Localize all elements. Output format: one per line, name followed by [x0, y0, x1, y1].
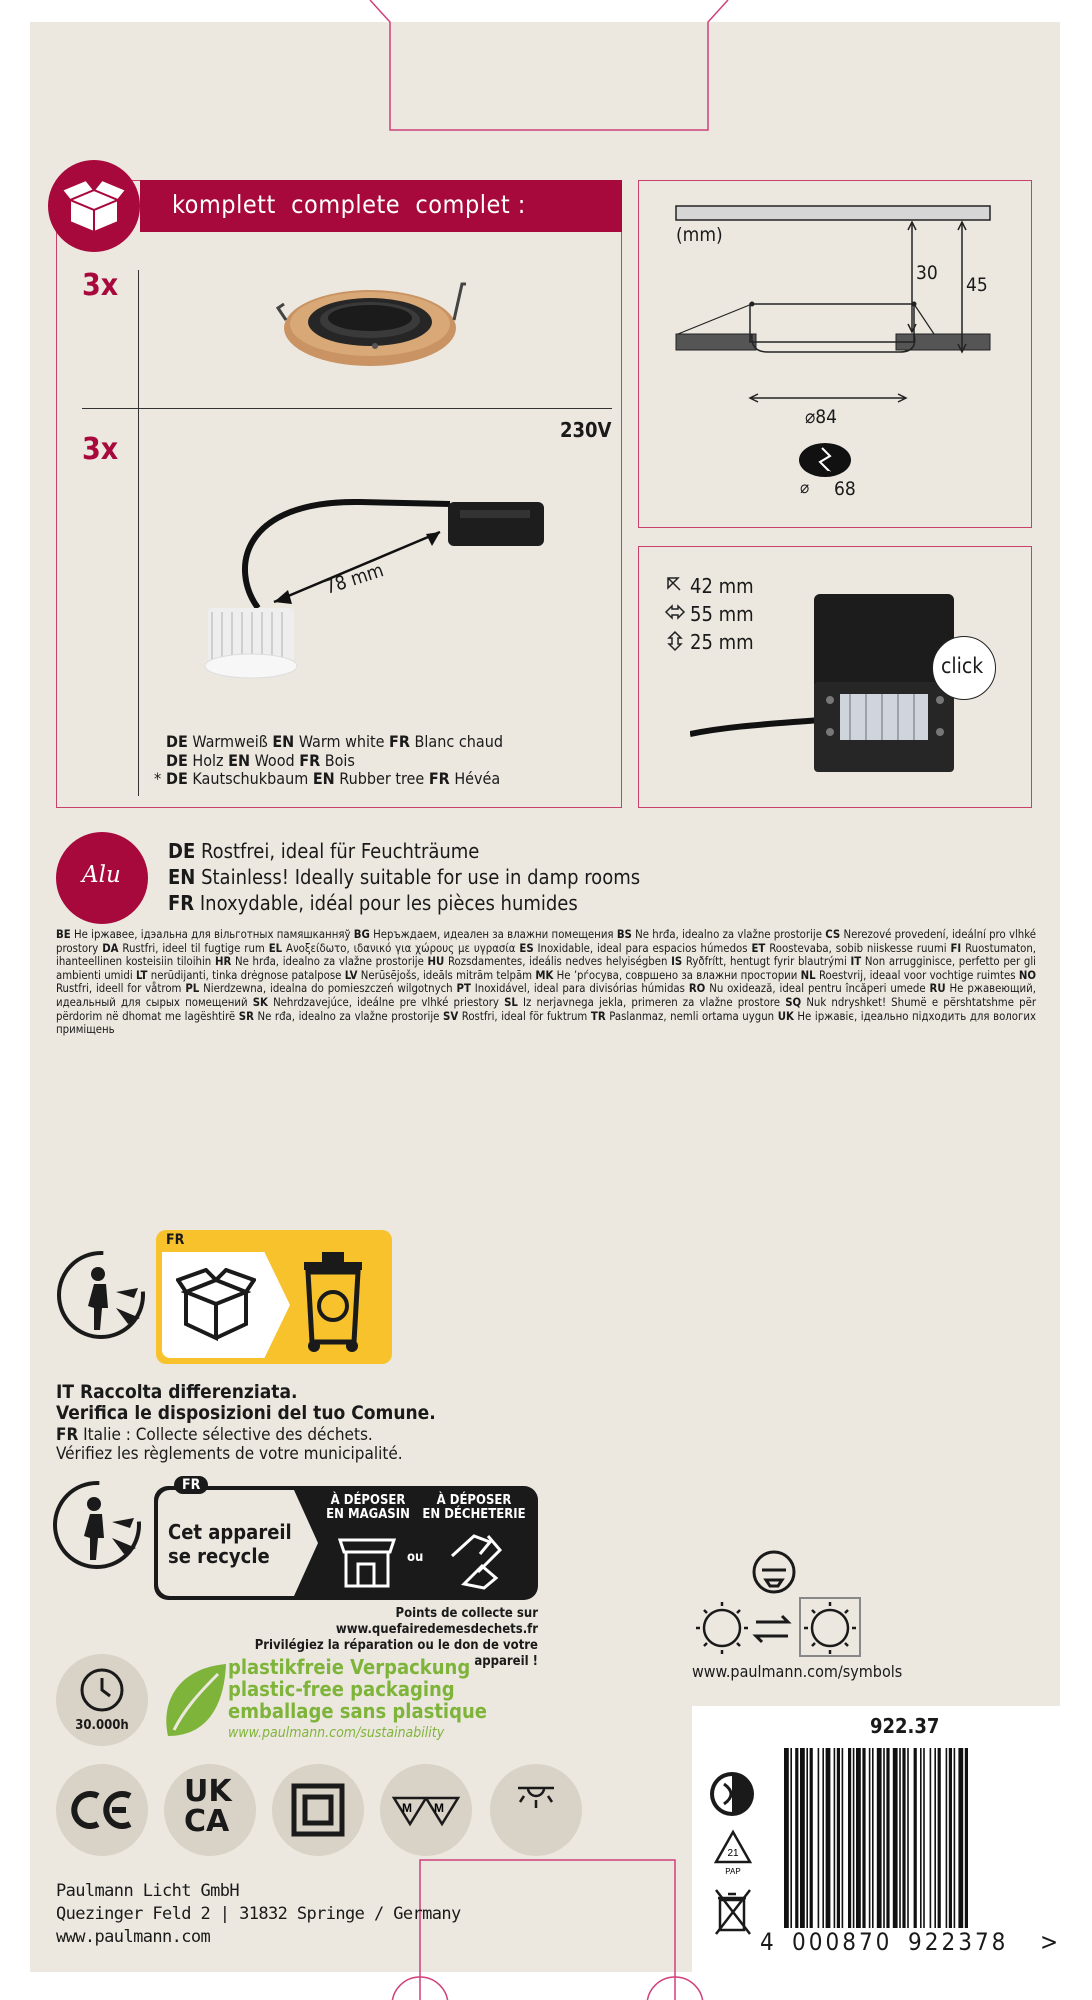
lang-code: NO — [1018, 968, 1036, 982]
alu-line-de: DE Rostfrei, ideal für Feuchträume — [168, 839, 480, 863]
barcode-bar — [949, 1748, 952, 1928]
lang-text: Ανοξείδωτο, ιδανικό για χώρους με υγρασία — [282, 941, 520, 955]
barcode-bar — [869, 1748, 871, 1928]
mm-mark — [380, 1764, 472, 1856]
lang-text: Nerezové provedení, ideální pro vlhké prostory — [56, 928, 1036, 955]
barcode-bar — [784, 1748, 789, 1928]
cutout-symbol: ⌀ — [800, 478, 810, 498]
multilang-stainless-text — [56, 928, 1036, 1037]
barcode-bar — [930, 1748, 932, 1928]
lang-text: Iz nerjavnega jekla, primeren za vlažne prostore — [517, 995, 786, 1009]
barcode-bar — [899, 1748, 901, 1928]
lang-text: Ne rđa, idealno za vlažne prostorije — [253, 1009, 443, 1023]
barcode-bar — [946, 1748, 948, 1928]
or-label: ou — [407, 1550, 424, 1565]
leaf-icon — [160, 1660, 230, 1744]
barcode-bar — [856, 1748, 861, 1928]
hand-drop-icon — [444, 1526, 510, 1590]
click-bubble — [932, 636, 996, 700]
materials-list — [154, 733, 503, 789]
store-label: À DÉPOSER EN MAGASIN — [326, 1493, 410, 1522]
svg-text:M: M — [402, 1801, 412, 1815]
barcode-arrow: > — [1040, 1928, 1059, 1956]
barcode-bar — [790, 1748, 792, 1928]
alu-label: Alu — [82, 862, 121, 888]
downlight-frame-image — [270, 268, 470, 378]
barcode-bar — [806, 1748, 808, 1928]
qty-divider-horizontal — [82, 408, 612, 409]
green-dot-icon — [708, 1770, 756, 1818]
svg-text:M: M — [434, 1801, 444, 1815]
ukca-top: UK — [184, 1774, 232, 1809]
barcode-bar — [848, 1748, 851, 1928]
ukca-bottom: CA — [184, 1804, 230, 1839]
led-module-image — [200, 490, 560, 690]
plastic-free-fr: emballage sans plastique — [228, 1699, 487, 1723]
triman-it-text — [56, 1382, 436, 1424]
barcode-bar — [920, 1748, 922, 1928]
triman-fr-line1: FR Italie : Collecte sélective des déchets. — [56, 1425, 373, 1445]
qty-divider-vertical — [138, 270, 139, 796]
lang-code: CS — [825, 928, 841, 941]
barcode-bar — [822, 1748, 824, 1928]
open-box-icon — [48, 160, 140, 252]
lang-code: HU — [427, 955, 445, 969]
ce-mark — [56, 1764, 148, 1856]
barcode-bar — [914, 1748, 917, 1928]
lang-code: TR — [590, 1009, 606, 1023]
barcode-bar — [872, 1748, 874, 1928]
barcode-bar — [862, 1748, 865, 1928]
lang-text: Неръждаем, идеален за влажни помещения — [369, 928, 617, 941]
lang-text: Inoxidável, ideal para divisórias húmidas — [470, 982, 689, 996]
lang-text: Не іржавее, ідэальна для вільготных памяшканняў — [70, 928, 354, 941]
barcode-bar — [877, 1748, 882, 1928]
lang-text: Rustfri, ideell for våtrom — [56, 982, 186, 996]
barcode-bar — [893, 1748, 898, 1928]
triman-badge: FR — [166, 1232, 185, 1248]
lang-text: Rostfri, ideal för fuktrum — [458, 1009, 591, 1023]
lang-text: Non arrugginisce, perfetto per gli ambienti umidi — [56, 955, 1036, 982]
lang-code: FI — [950, 941, 962, 955]
material-row: DE Warmweiß EN Warm white FR Blanc chaud — [166, 732, 503, 751]
lang-code: BG — [353, 928, 370, 941]
clock-icon — [78, 1666, 126, 1714]
cable-length-label: 78 mm — [322, 559, 387, 599]
barcode-bar — [853, 1748, 855, 1928]
contents-header-bar — [140, 180, 622, 232]
alu-line-en: EN Stainless! Ideally suitable for use in damp rooms — [168, 865, 641, 889]
lang-text: Nuk ndryshket! Shumë e përshtatshme për përdorim në dhomat me lagështirë — [56, 995, 1036, 1023]
box-icon-badge — [48, 160, 140, 252]
mm-triangle-icon — [380, 1764, 472, 1856]
barcode-bar — [826, 1748, 831, 1928]
lang-code: UK — [777, 1009, 794, 1023]
plastic-free-en: plastic-free packaging — [228, 1677, 455, 1701]
lang-code: DA — [102, 941, 119, 955]
recycle-line1: Cet appareil — [168, 1520, 292, 1544]
barcode-bar — [795, 1748, 798, 1928]
lang-code: PL — [185, 982, 200, 996]
company-info — [56, 1880, 461, 1949]
lang-text: Ne hrđa, idealno za vlažne prostorije — [631, 928, 826, 941]
weee-footer-line1: Points de collecte sur www.quefairedemesdechets.fr — [335, 1606, 538, 1637]
lang-code: LV — [344, 968, 358, 982]
lang-text: nerūdijanti, tinka drėgnose patalpose — [147, 968, 345, 982]
lang-code: IS — [671, 955, 683, 969]
triman-it-line1: IT Raccolta differenziata. — [56, 1381, 298, 1403]
barcode-bar — [837, 1748, 840, 1928]
lang-code: SV — [443, 1009, 459, 1023]
contents-header: komplett complete complet : — [172, 190, 526, 219]
lang-code: ES — [519, 941, 534, 955]
plastic-free-de: plastikfreie Verpackung — [228, 1655, 471, 1679]
ce-icon — [56, 1764, 148, 1856]
lang-text: Nierdzewna, idealna do pomieszczeń wilgotnych — [199, 982, 457, 996]
lang-code: ET — [751, 941, 766, 955]
ceiling-lamp-icon — [490, 1764, 582, 1856]
diameter-label: ⌀84 — [805, 406, 838, 428]
lang-text: Roostevaba, sobib niiskesse ruumi — [765, 941, 951, 955]
barcode-bar — [800, 1748, 805, 1928]
lang-code: SL — [504, 995, 518, 1009]
lang-code: RO — [688, 982, 706, 996]
quantity-frame: 3x — [82, 268, 119, 303]
company-address: Quezinger Feld 2 | 31832 Springe / Germany — [56, 1904, 461, 1924]
triman-fr-line2: Vérifiez les règlements de votre municipalité. — [56, 1444, 403, 1464]
plastic-free-text — [228, 1656, 487, 1744]
barcode-group2: 922378 — [908, 1928, 1009, 1956]
lifetime-hours: 30.000h — [75, 1718, 129, 1733]
barcode-group1: 000870 — [792, 1928, 893, 1956]
company-name: Paulmann Licht GmbH — [56, 1881, 240, 1901]
alu-line-fr: FR Inoxydable, idéal pour les pièces humides — [168, 891, 578, 915]
bin-crossed-icon — [712, 1886, 754, 1938]
quantity-module: 3x — [82, 432, 119, 467]
lang-text: Rustfri, ideel til fugtige rum — [118, 941, 269, 955]
barcode-bar — [818, 1748, 820, 1928]
symbols-url: www.paulmann.com/symbols — [692, 1662, 903, 1681]
ukca-mark — [164, 1764, 256, 1856]
lang-text: Ne hrđa, idealno za vlažne prostorije — [231, 955, 428, 969]
lang-text: Nehrdzavejúce, ideálne pre vlhké priestory — [267, 995, 505, 1009]
triman-info-card — [156, 1230, 392, 1364]
cutout-label: 68 — [834, 478, 856, 500]
company-web: www.paulmann.com — [56, 1927, 211, 1947]
dimension-arrow-icons — [664, 574, 686, 654]
lang-code: BS — [616, 928, 632, 941]
lang-text: Nu oxidează, ideal pentru încăperi umede — [705, 982, 930, 996]
barcode-bar — [965, 1748, 968, 1928]
lang-code: LT — [135, 968, 148, 982]
dimmer-symbol — [692, 1550, 872, 1660]
yellow-bin-icon — [298, 1248, 368, 1354]
store-icon — [334, 1526, 400, 1590]
lang-text: Roestvrij, ideaal voor vochtige ruimtes — [815, 968, 1019, 982]
weee-footer-line2: Privilégiez la réparation ou le don de votre appareil ! — [254, 1638, 538, 1669]
recycle-code-label: PAP — [725, 1867, 741, 1876]
lang-code: RU — [929, 982, 946, 996]
lang-code: EL — [268, 941, 283, 955]
lang-text: Ryðfrítt, hentugt fyrir blautrými — [682, 955, 851, 969]
dump-label: À DÉPOSER EN DÉCHETERIE — [422, 1493, 526, 1522]
double-square-icon — [272, 1764, 364, 1856]
lang-text: Ruostumaton, ihanteellinen kosteisiin tiloihin — [56, 941, 1037, 969]
lang-text: Rozsdamentes, ideális nedves helyiségben — [444, 955, 672, 969]
lang-code: SR — [238, 1009, 254, 1023]
barcode-bar — [842, 1748, 844, 1928]
dimension-length: 42 mm — [690, 574, 754, 598]
barcode-bar — [907, 1748, 909, 1928]
lang-code: MK — [535, 968, 554, 982]
article-number: 922.37 — [870, 1714, 940, 1738]
barcode-bar — [954, 1748, 956, 1928]
recycle-code-icon — [710, 1828, 756, 1878]
lang-code: PT — [456, 982, 471, 996]
alu-text — [168, 838, 640, 916]
lang-text: Не ржавеющий, идеальный для сырых помещений — [56, 982, 1036, 1009]
lang-code: IT — [850, 955, 862, 969]
indoor-mark — [490, 1764, 582, 1856]
sustainability-url: www.paulmann.com/sustainability — [228, 1725, 445, 1741]
class2-mark — [272, 1764, 364, 1856]
height-45: 45 — [966, 274, 988, 296]
lang-code: HR — [214, 955, 232, 969]
barcode-bar — [902, 1748, 905, 1928]
dimension-height: 25 mm — [690, 630, 754, 654]
barcode-bar — [883, 1748, 885, 1928]
weee-card — [154, 1477, 538, 1600]
recycle-line2: se recycle — [168, 1544, 270, 1568]
lang-text: Paslanmaz, nemli ortama uygun — [605, 1009, 778, 1023]
barcode-bar — [938, 1748, 941, 1928]
material-row: DE Holz EN Wood FR Bois — [166, 750, 355, 770]
barcode-bar — [886, 1748, 889, 1928]
lang-text: Не іржавіє, ідеально підходить для вологих приміщень — [56, 1009, 1036, 1037]
lang-code: NL — [800, 968, 816, 982]
barcode-first-digit: 4 — [760, 1928, 774, 1956]
material-row: * DE Kautschukbaum EN Rubber tree FR Hévéa — [154, 769, 501, 788]
lang-text: Nerūsējošs, ideāls mitrām telpām — [357, 968, 536, 982]
triman-icon-2 — [50, 1478, 144, 1572]
barcode — [784, 1748, 1034, 1938]
barcode-bar — [958, 1748, 963, 1928]
weee-badge: FR — [174, 1476, 208, 1494]
triman-it-line2: Verifica le disposizioni del tuo Comune. — [56, 1402, 436, 1424]
lifetime-badge — [56, 1654, 148, 1746]
barcode-bar — [810, 1748, 813, 1928]
height-30: 30 — [916, 262, 938, 284]
barcode-bar — [834, 1748, 836, 1928]
lang-code: SK — [252, 995, 268, 1009]
dimension-width: 55 mm — [690, 602, 754, 626]
lang-code: BE — [56, 928, 71, 941]
recycle-code-number: 21 — [727, 1848, 739, 1859]
barcode-bar — [923, 1748, 925, 1928]
unit-label: (mm) — [676, 224, 723, 246]
triman-fr-text — [56, 1426, 403, 1464]
triman-icon — [54, 1248, 148, 1342]
click-label: click — [941, 654, 984, 678]
lang-text: Inoxidable, ideal para espacios húmedos — [533, 941, 752, 955]
lang-text: Не ’рѓосува, совршено за влажни простории — [553, 968, 801, 982]
alu-badge — [56, 832, 148, 924]
cardboard-box-icon — [176, 1268, 256, 1344]
lang-code: SQ — [785, 995, 802, 1009]
voltage-label: 230V — [560, 418, 612, 442]
barcode-bar — [934, 1748, 936, 1928]
